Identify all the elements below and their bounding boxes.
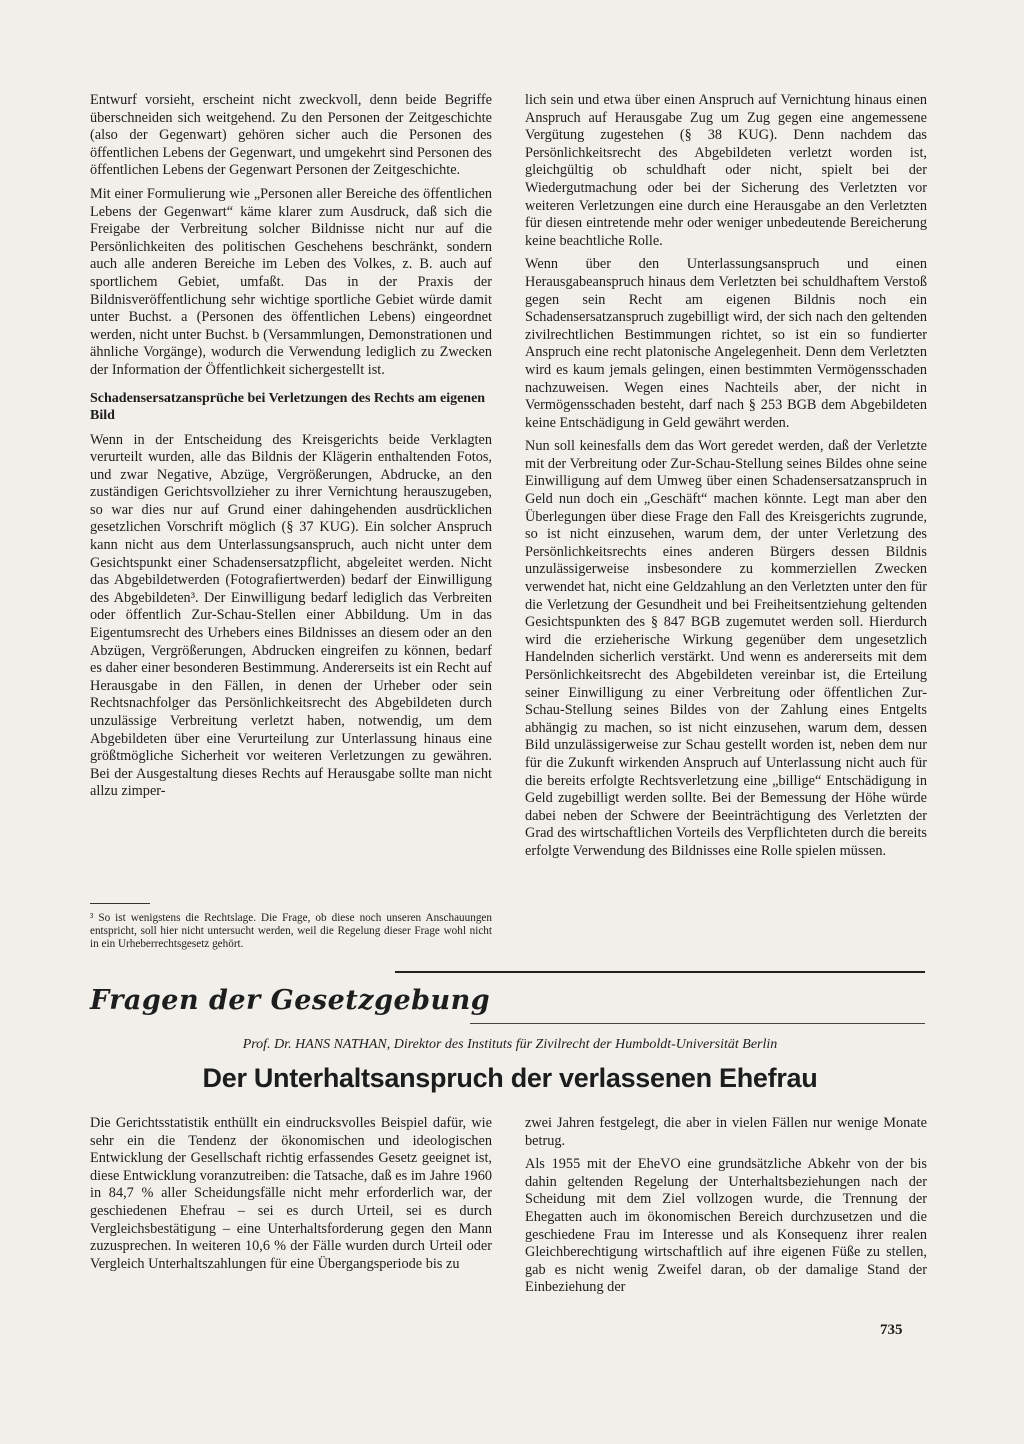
subheading: Schadensersatzansprüche bei Verletzungen des Rechts am eigenen Bild [90,390,486,423]
footnote: ³ So ist wenigstens die Rechtslage. Die Frage, ob diese noch unseren Anschauungen entspricht, soll hier nicht untersucht werden, weil die Regelung dieser Frage wohl nicht in ein Urheberrechtsgesetz gehört. [90,912,492,951]
footnote-rule [90,903,150,904]
header-rule [470,1023,925,1024]
paragraph: Wenn in der Entscheidung des Kreisgerichts beide Verklagten verurteilt wurden, alle das Bildnis der Klägerin enthaltenden Fotos, und zwar Negative, Abzüge, Vergrößerungen, Abdrucke, an den zuständigen Gerichtsvollzieher zu ihrer Vernichtung herauszugeben, so war dies nur auf Grund einer dahingehenden ausdrücklichen gesetzlichen Vorschrift möglich (§ 37 KUG). Ein solcher Anspruch kann nicht aus dem Unterlassungsanspruch, auch nicht unter dem Gesichtspunkt einer Schadensersatzpflicht, abgeleitet werden. Nicht das Abgebildetwerden (Fotografiertwerden) bedarf der Einwilligung des Abgebildeten³. Der Einwilligung bedarf lediglich das Verbreiten oder öffentlich Zur-Schau-Stellen einer Abbildung. Um in das Eigentumsrecht des Urhebers eines Bildnisses an diesem oder an den Abzügen, Vergrößerungen, Abdrucken eingreifen zu können, bedarf es daher einer besonderen Bestimmung. Andererseits ist ein Recht auf Herausgabe in den Fällen, in denen der Urheber oder sein Rechtsnachfolger das Persönlichkeitsrecht des Abgebildeten durch unzulässige Verbreitung verletzt haben, notwendig, um dem Abgebildeten über eine Verurteilung zur Unterlassung hinaus eine größtmögliche Sicherheit vor weiteren Verletzungen zu gewähren. Bei der Ausgestaltung dieses Rechts auf Herausgabe sollte man nicht allzu zimper- [90,431,492,800]
paragraph: Die Gerichtsstatistik enthüllt ein eindrucksvolles Beispiel dafür, wie sehr ein die Tendenz der ökonomischen und ideologischen Entwicklung der Gesellschaft richtig erfassendes Gesetz geeignet ist, diese Entwicklung voranzutreiben: die Tatsache, daß es im Jahre 1960 in 84,7 % aller Scheidungsfälle nicht mehr erforderlich war, der geschiedenen Ehefrau – sei es durch Urteil, sei es durch Vergleichsbestätigung – eine Unterhaltsforderung gegen den Mann zuzusprechen. In weiteren 10,6 % der Fälle wurden durch Urteil oder Vergleich Unterhaltszahlungen für eine Übergangsperiode bis zu [90,1115,492,1272]
bottom-right-column [525,1115,927,1303]
section-header: Fragen der Gesetzgebung [90,985,491,1016]
bottom-left-column [90,1115,492,1279]
top-right-column [525,92,927,867]
paragraph: Entwurf vorsieht, erscheint nicht zweckvoll, denn beide Begriffe überschneiden sich weitgehend. Zu den Personen der Zeitgeschichte (also der Gegenwart) gehören sicher auch die Personen des öffentlichen Lebens der Gegenwart, und umgekehrt sind Personen des öffentlichen Lebens der Gegenwart Personen der Zeitgeschichte. [90,92,492,179]
paragraph: Nun soll keinesfalls dem das Wort geredet werden, daß der Verletzte mit der Verbreitung oder Zur-Schau-Stellung seines Bildes ohne seine Einwilligung auf dem Umweg über einen Schadensersatzanspruch in Geld nun doch ein „Geschäft“ machen könnte. Legt man aber den Überlegungen über diese Frage den Fall des Kreisgerichts zugrunde, so ist nicht einzusehen, warum dem, der unter Verletzung des Persönlichkeitsrechts eines anderen Bürgers dessen Bildnis unzulässigerweise insbesondere zu kommerziellen Zwecken verwendet hat, nicht eine Geldzahlung an den Verletzten unter den für die Verletzung der Gesundheit und bei Freiheitsentziehung geltenden Gesichtspunkten des § 847 BGB zugemutet werden soll. Hierdurch wird die erzieherische Wirkung gegenüber dem ungesetzlich Handelnden sicherlich verstärkt. Und wenn es andererseits mit dem Persönlichkeitsrecht des Abgebildeten vereinbar ist, die Erteilung seiner Einwilligung zu einer Verbreitung oder öffentlichen Zur-Schau-Stellung seines Bildes von der Zahlung eines Entgelts abhängig zu machen, so ist nicht einzusehen, warum dem, dessen Bild unzulässigerweise zur Schau gestellt worden ist, neben dem nur für die Zukunft wirkenden Anspruch auf Unterlassung nicht auch für die bereits erfolgte Rechtsverletzung eine „billige“ Entschädigung in Geld zugebilligt werden sollte. Bei der Bemessung der Höhe würde dabei neben der Schwere der Beeinträchtigung des Verletzten der Grad des wirtschaftlichen Vorteils des Verpflichteten durch die bereits erfolgte Verwendung des Bildnisses eine Rolle spielen müssen. [525,438,927,859]
paragraph: Als 1955 mit der EheVO eine grundsätzliche Abkehr von der bis dahin geltenden Regelung der Unterhaltsbeziehungen nach der Scheidung mit dem Ziel vollzogen wurde, die Trennung der Ehegatten auch im ökonomischen Bereich durchzusetzen und die geschiedene Frau im Interesse und als Konsequenz ihrer realen Gleichberechtigung wirtschaftlich auf ihre eigenen Füße zu stellen, gab es nicht wenig Zweifel daran, ob der damalige Stand der Einbeziehung der [525,1156,927,1296]
page-number: 735 [880,1322,903,1338]
top-left-column [90,92,492,807]
section-divider [395,971,925,973]
paragraph: lich sein und etwa über einen Anspruch auf Vernichtung hinaus einen Anspruch auf Herausgabe Zug um Zug gegen eine angemessene Vergütung zugestehen (§ 38 KUG). Denn nachdem das Persönlichkeitsrecht des Abgebildeten verletzt worden ist, gleichgültig ob schuldhaft oder nicht, spielt bei der Wiedergutmachung oder bei der Sicherung des Verletzten vor weiteren Verletzungen eine durch eine Herausgabe an den Verletzten für diesen eintretende mehr oder weniger unbedeutende Bereicherung keine beachtliche Rolle. [525,92,927,249]
paragraph: Mit einer Formulierung wie „Personen aller Bereiche des öffentlichen Lebens der Gegenwart“ käme klarer zum Ausdruck, daß sich die Freigabe der Verbreitung solcher Bildnisse nicht nur auf die Persönlichkeiten des politischen Geschehens beschränkt, sondern auch alle anderen Bereiche im Leben des Volkes, z. B. auch auf sportlichem Gebiet, umfaßt. Das in der Praxis der Bildnisveröffentlichung sehr wichtige sportliche Gebiet würde damit unter Buchst. a (Personen des öffentlichen Lebens) eingeordnet werden, nicht unter Buchst. b (Versammlungen, Demonstrationen und ähnliche Vorgänge), wodurch die Verwendung lediglich zu Zwecken der Information der Öffentlichkeit sichergestellt ist. [90,185,492,378]
author-line: Prof. Dr. HANS NATHAN, Direktor des Instituts für Zivilrecht der Humboldt-Universität Berlin [242,1037,778,1052]
article-title: Der Unterhaltsanspruch der verlassenen Ehefrau [202,1063,818,1093]
paragraph: Wenn über den Unterlassungsanspruch und einen Herausgabeanspruch hinaus dem Verletzten bei schuldhaftem Verstoß gegen sein Recht am eigenen Bildnis noch ein Schadensersatzanspruch zugebilligt wird, der sich nach den geltenden zivilrechtlichen Bestimmungen richtet, so ist ein so fundierter Anspruch eine recht platonische Angelegenheit. Denn dem Verletzten wird es kaum jemals gelingen, einen bestimmten Vermögensschaden nachzuweisen. Wegen eines Nachteils aber, der nicht in Vermögensschaden besteht, darf nach § 253 BGB dem Abgebildeten keine Entschädigung in Geld gewährt werden. [525,256,927,431]
paragraph: zwei Jahren festgelegt, die aber in vielen Fällen nur wenige Monate betrug. [525,1115,927,1149]
